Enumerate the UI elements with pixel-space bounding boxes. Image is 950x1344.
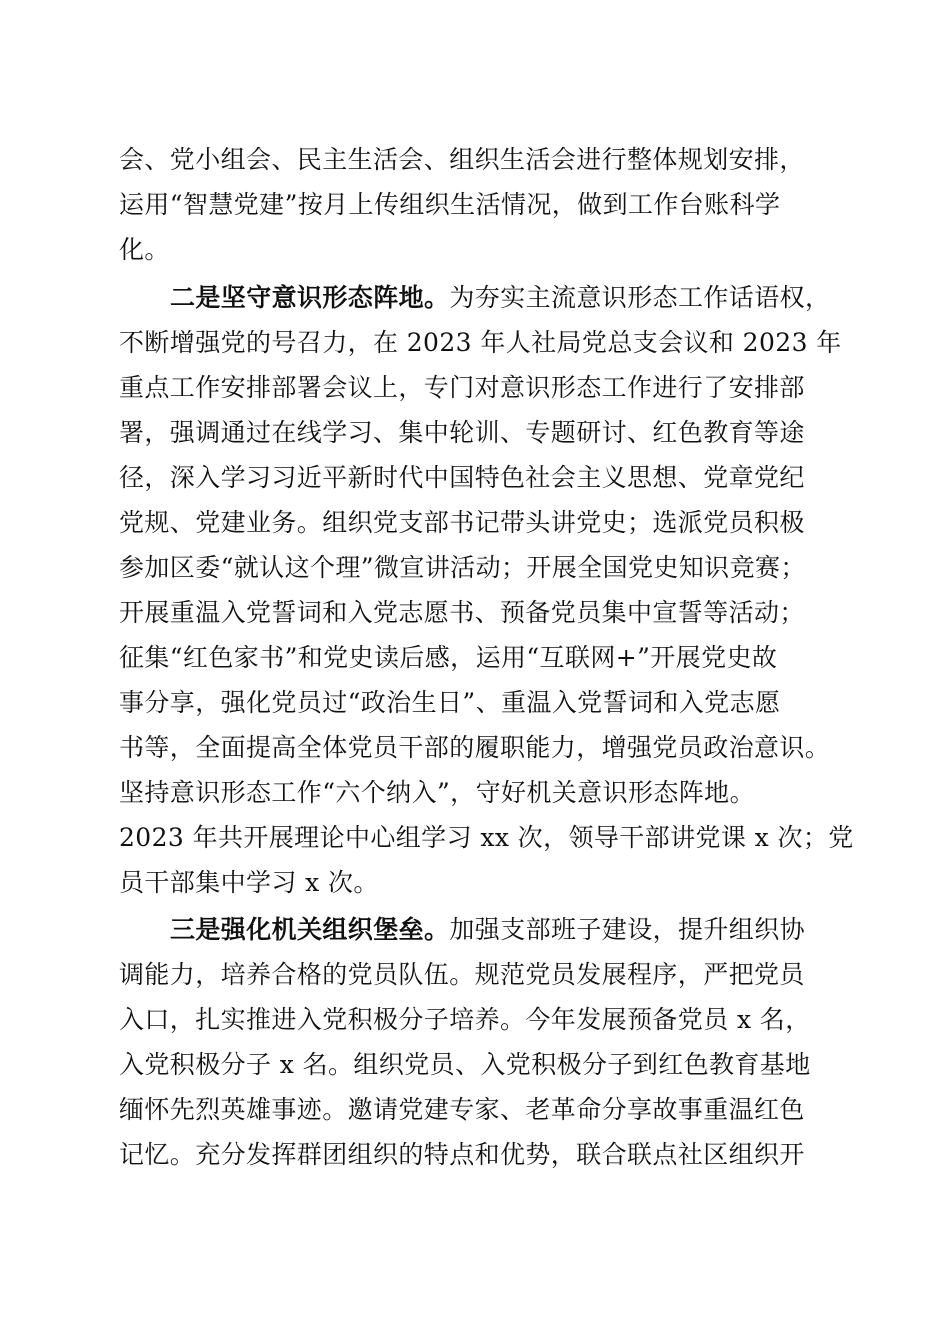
paragraph-3-line-3: 入口，扎实推进入党积极分子培养。今年发展预备党员 x 名， (119, 1005, 811, 1034)
paragraph-2-line-6: 党规、党建业务。组织党支部书记带头讲党史；选派党员积极 (119, 508, 805, 537)
paragraph-2-line-7: 参加区委“就认这个理”微宣讲活动；开展全国党史知识竞赛； (119, 553, 806, 582)
paragraph-2-line-13: 2023 年共开展理论中心组学习 xx 次，领导干部讲党课 x 次；党 (119, 823, 854, 852)
paragraph-1-line-1: 会、党小组会、民主生活会、组织生活会进行整体规划安排， (119, 145, 805, 174)
paragraph-2-first-line (170, 282, 839, 314)
paragraph-3-line-2: 调能力，培养合格的党员队伍。规范党员发展程序，严把党员 (119, 960, 805, 989)
paragraph-3-line-5: 缅怀先烈英雄事迹。邀请党建专家、老革命分享故事重温红色 (119, 1095, 805, 1124)
paragraph-2-line-11: 书等，全面提高全体党员干部的履职能力，增强党员政治意识。 (119, 733, 831, 762)
paragraph-3-line-1: 加强支部班子建设，提升组织协 (449, 915, 806, 944)
paragraph-2-line-3: 重点工作安排部署会议上，专门对意识形态工作进行了安排部 (119, 373, 805, 402)
paragraph-2-line-9: 征集“红色家书”和党史读后感，运用“互联网+”开展党史故 (119, 643, 778, 672)
paragraph-2-heading: 二是坚守意识形态阵地。 (170, 283, 450, 312)
paragraph-2-line-4: 署，强调通过在线学习、集中轮训、专题研讨、红色教育等途 (119, 418, 805, 447)
paragraph-3-first-line (170, 914, 839, 946)
paragraph-2-line-12: 坚持意识形态工作“六个纳入”，守好机关意识形态阵地。 (119, 778, 755, 807)
paragraph-2-line-10: 事分享，强化党员过“政治生日”、重温入党誓词和入党志愿 (119, 688, 781, 717)
paragraph-2-line-1: 为夯实主流意识形态工作话语权， (449, 283, 831, 312)
paragraph-1-line-3: 化。 (119, 235, 170, 264)
paragraph-2-line-14: 员干部集中学习 x 次。 (119, 868, 379, 897)
paragraph-1-line-2: 运用“智慧党建”按月上传组织生活情况，做到工作台账科学 (119, 190, 781, 219)
paragraph-3-line-6: 记忆。充分发挥群团组织的特点和优势，联合联点社区组织开 (119, 1140, 805, 1169)
paragraph-3-heading: 三是强化机关组织堡垒。 (170, 915, 450, 944)
paragraph-2-line-8: 开展重温入党誓词和入党志愿书、预备党员集中宣誓等活动； (119, 598, 805, 627)
paragraph-2-line-5: 径，深入学习习近平新时代中国特色社会主义思想、党章党纪 (119, 463, 805, 492)
paragraph-3-line-4: 入党积极分子 x 名。组织党员、入党积极分子到红色教育基地 (119, 1050, 811, 1079)
paragraph-2-line-2: 不断增强党的号召力，在 2023 年人社局党总支会议和 2023 年 (119, 328, 842, 357)
